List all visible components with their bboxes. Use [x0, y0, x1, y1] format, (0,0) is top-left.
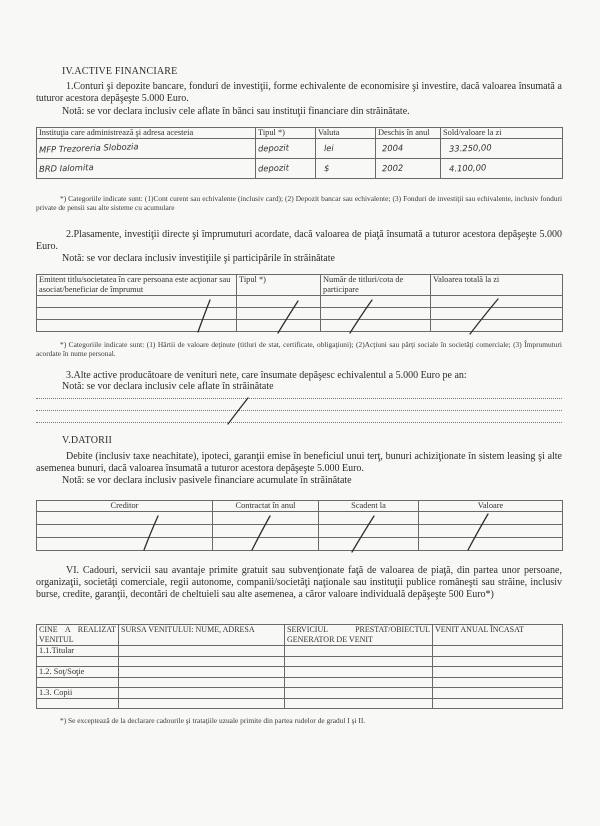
table-row — [37, 308, 563, 320]
investments-footnote: *) Categoriile indicate sunt: (1) Hârtii de valoare deţinute (titluri de stat, certificate, obligaţiuni); (2)Acţiuni sau părţi sociale în societăţi comerciale; (3) Împrumuturi acordate în nume personal. — [36, 340, 562, 358]
opened-year-value: 2004 — [381, 142, 404, 154]
investments-table — [36, 274, 563, 332]
header-issuer: Emitent titlu/societatea în care persoana este acţionar sau asociat/beneficiar de împrumut — [37, 275, 237, 296]
table-header-row — [37, 275, 563, 296]
dotted-line — [36, 410, 562, 411]
gifts-footnote: *) Se exceptează de la declarare cadourile şi trataţiile uzuale primite din partea rudelor de gradul I şi II. — [60, 716, 366, 725]
header-service-provided: SERVICIUL PRESTAT/OBIECTUL GENERATOR DE VENIT — [285, 625, 433, 646]
table-header-row — [37, 625, 563, 646]
bank-accounts-footnote: *) Categoriile indicate sunt: (1)Cont curent sau echivalente (inclusiv card); (2) Depozit bancar sau echivalente; (3) Fonduri de investiţii sau echivalente, inclusiv fonduri private de pensii sau alte sisteme cu acumulare — [36, 194, 562, 212]
table-row — [37, 159, 563, 179]
investments-paragraph: 2.Plasamente, investiţii directe şi împrumuturi acordate, dacă valoarea de piaţă însumată a tuturor acestora depăşeşte 5.000 Euro. — [36, 229, 562, 252]
table-row — [37, 646, 563, 657]
debts-table — [36, 500, 563, 551]
header-value: Valoare — [419, 501, 563, 512]
institution-value: BRD Ialomita — [38, 161, 94, 174]
type-value: depozit — [257, 162, 290, 174]
row-label-spouse: 1.2. Soţ/Soţie — [37, 667, 119, 678]
table-row — [37, 699, 563, 709]
section-iv-title: IV.ACTIVE FINANCIARE — [62, 66, 178, 77]
type-value: depozit — [257, 142, 290, 154]
header-share-count: Număr de titluri/cota de participare — [321, 275, 431, 296]
strike-mark — [228, 398, 248, 424]
institution-value: MFP Trezoreria Slobozia — [38, 141, 139, 155]
header-type: Tipul *) — [256, 128, 316, 139]
table-header-row — [37, 501, 563, 512]
table-header-row — [37, 128, 563, 139]
other-assets-paragraph: 3.Alte active producătoare de venituri nete, care însumate depăşesc echivalentul a 5.000 Euro pe an: — [66, 370, 467, 381]
currency-value: $ — [323, 162, 330, 173]
table-row — [37, 525, 563, 538]
currency-value: lei — [323, 142, 334, 153]
header-annual-income: VENIT ANUAL ÎNCASAT — [433, 625, 563, 646]
other-assets-note: Notă: se vor declara inclusiv cele aflate în străinătate — [62, 381, 274, 392]
header-currency: Valuta — [316, 128, 376, 139]
row-label-holder: 1.1.Titular — [37, 646, 119, 657]
header-type: Tipul *) — [237, 275, 321, 296]
section-v-title: V.DATORII — [62, 435, 113, 446]
debts-paragraph: Debite (inclusiv taxe neachitate), ipoteci, garanţii emise în beneficiul unui terţ, bunuri achiziţionate în sistem leasing şi alte asemenea bunuri, dacă valoarea însumată a tuturor acestora depăşeşte 5.000 Euro. — [36, 451, 562, 474]
table-row — [37, 678, 563, 688]
gifts-paragraph: VI. Cadouri, servicii sau avantaje primite gratuit sau subvenţionate faţă de valoarea de piaţă, din partea unor persoane, organizaţii, societăţi comerciale, regii autonome, companii/societăţi naţionale sau instituţii publice româneşti sau străine, inclusiv burse, credite, garanţii, decontări de cheltuieli sau alte asemenea, a căror valoare individuală depăşeşte 500 Euro*) — [36, 565, 562, 600]
table-row — [37, 667, 563, 678]
investments-note: Notă: se vor declara inclusiv investiţiile şi participările în străinătate — [62, 253, 335, 264]
bank-accounts-paragraph: 1.Conturi şi depozite bancare, fonduri de investiţii, forme echivalente de economisire şi investire, dacă valoarea însumată a tuturor acestora depăşeşte 5.000 Euro. — [36, 81, 562, 104]
balance-value: 4.100,00 — [448, 162, 487, 174]
table-row — [37, 320, 563, 332]
table-row — [37, 688, 563, 699]
table-row — [37, 512, 563, 525]
header-institution: Instituţia care administrează şi adresa acesteia — [37, 128, 256, 139]
table-row — [37, 139, 563, 159]
table-row — [37, 296, 563, 308]
table-row — [37, 657, 563, 667]
gifts-table — [36, 624, 563, 709]
header-total-value: Valoarea totală la zi — [431, 275, 563, 296]
header-balance: Sold/valoare la zi — [441, 128, 563, 139]
header-opened-year: Deschis în anul — [376, 128, 441, 139]
dotted-line — [36, 398, 562, 399]
header-creditor: Creditor — [37, 501, 213, 512]
opened-year-value: 2002 — [381, 162, 404, 174]
balance-value: 33.250,00 — [448, 142, 492, 154]
header-income-source: SURSA VENITULUI: NUME, ADRESA — [119, 625, 285, 646]
row-label-children: 1.3. Copii — [37, 688, 119, 699]
header-who-earned: CINE A REALIZAT VENITUL — [37, 625, 119, 646]
table-row — [37, 538, 563, 551]
header-contracted-year: Contractat în anul — [213, 501, 319, 512]
header-due-date: Scadent la — [319, 501, 419, 512]
bank-accounts-table — [36, 127, 563, 179]
debts-note: Notă: se vor declara inclusiv pasivele financiare acumulate în străinătate — [62, 475, 352, 486]
bank-accounts-note: Notă: se vor declara inclusiv cele aflate în bănci sau instituţii financiare din străinătate. — [62, 106, 410, 117]
dotted-line — [36, 422, 562, 423]
